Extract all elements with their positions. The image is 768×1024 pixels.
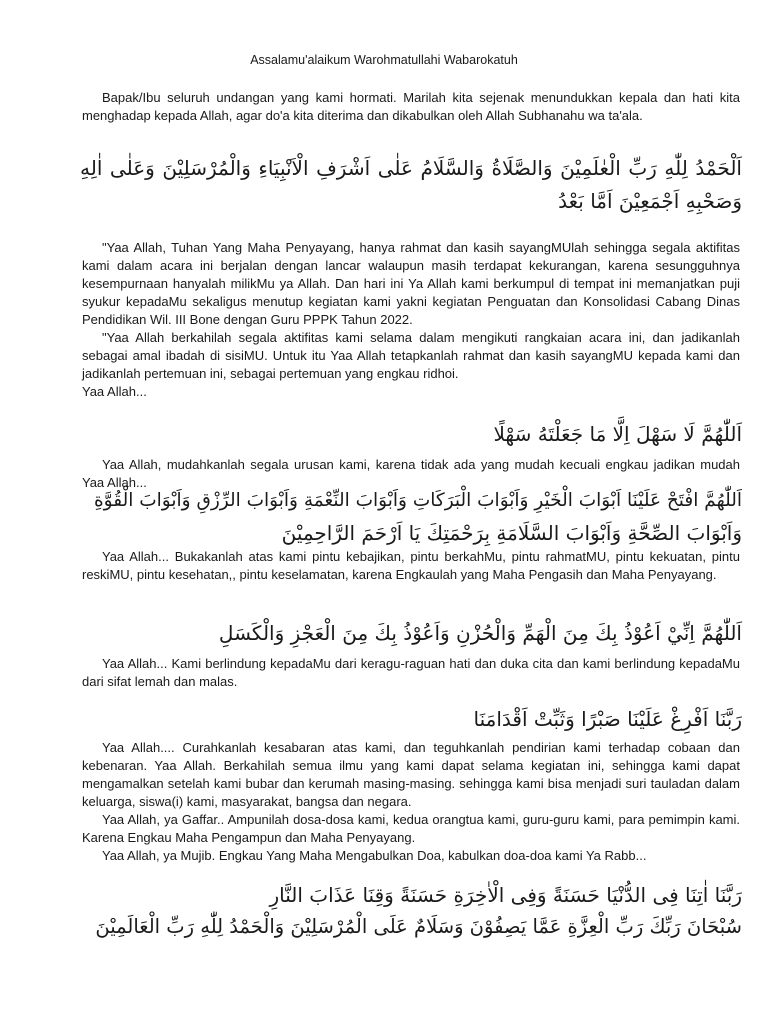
- arabic-dunya: رَبَّنَا اٰتِنَا فِى الدُّنْيَا حَسَنَةً وَفِى الْاٰخِرَةِ حَسَنَةً وَقِنَا عَذَابَ النَّارِ: [269, 883, 742, 907]
- opening-paragraph: Bapak/Ibu seluruh undangan yang kami hormati. Marilah kita sejenak menundukkan kepala dan hati kita menghadap kepada Allah, agar do'a kita diterima dan dikabulkan oleh Allah Subhanahu wa ta'ala.: [82, 90, 740, 123]
- arabic-subhana: سُبْحَانَ رَبِّكَ رَبِّ الْعِزَّةِ عَمَّا يَصِفُوْنَ وَسَلَامٌ عَلَى الْمُرْسَلِيْنَ وَالْحَمْدُ لِلّٰهِ رَبِّ الْعَالَمِيْنَ: [95, 915, 742, 938]
- arabic-sahl: اَللّٰهُمَّ لَا سَهْلَ اِلَّا مَا جَعَلْتَهُ سَهْلًا: [493, 422, 742, 446]
- prayer-paragraphs-block-1: [82, 239, 740, 401]
- arabic-sabran: رَبَّنَا اَفْرِغْ عَلَيْنَا صَبْرًا وَثَبِّتْ اَقْدَامَنَا: [473, 707, 742, 731]
- paragraph-doa: Yaa Allah, ya Mujib. Engkau Yang Maha Mengabulkan Doa, kabulkan doa-doa kami Ya Rabb...: [102, 848, 647, 863]
- paragraph-pintu-block: [82, 548, 740, 584]
- paragraph-mudah: Yaa Allah, mudahkanlah segala urusan kami, karena tidak ada yang mudah kecuali engkau jadikan mudah Yaa Allah...: [82, 457, 740, 490]
- prayer-paragraphs-block-2: [82, 739, 740, 865]
- arabic-abwab: [80, 484, 742, 550]
- paragraph-kesabaran: Yaa Allah.... Curahkanlah kesabaran atas kami, dan teguhkanlah pendirian kami terhadap cobaan dan kebenaran. Yaa Allah. Berkahilah semua ilmu yang kami dapat selama kegiatan ini, sehingga kami dapat mengamalkan setelah kami bubar dan kerumah masing-masing. sehingga kami bisa menjadi suri tauladan dalam keluarga, siswa(i) kami, masyarakat, bangsa dan negara.: [82, 740, 740, 809]
- greeting-title: Assalamu'alaikum Warohmatullahi Wabarokatuh: [250, 53, 518, 67]
- opening-paragraph-block: [82, 89, 740, 125]
- arabic-abwab-line-1: اَللّٰهُمَّ افْتَحْ عَلَيْنَا اَبْوَابَ الْخَيْرِ وَاَبْوَابَ الْبَرَكَاتِ وَاَبْوَابَ النِّعْمَةِ وَاَبْوَابَ الرِّزْقِ وَاَبْوَابَ الْقُوَّةِ: [93, 490, 742, 511]
- arabic-hamdalah: اَلْحَمْدُ لِلّٰهِ رَبِّ الْعٰلَمِيْنَ وَالصَّلَاةُ وَالسَّلَامُ عَلٰى اَشْرَفِ الْاَنْبِيَاءِ وَالْمُرْسَلِيْنَ وَعَلٰى اٰلِهِ وَصَحْبِهِ اَجْمَعِيْنَ اَمَّا بَعْدُ: [80, 156, 742, 213]
- arabic-abwab-line-2: وَاَبْوَابَ الصِّحَّةِ وَاَبْوَابَ السَّلَامَةِ بِرَحْمَتِكَ يَا اَرْحَمَ الرَّاحِمِيْنَ: [281, 521, 742, 545]
- paragraph-berlindung-block: [82, 655, 740, 691]
- paragraph-pintu: Yaa Allah... Bukakanlah atas kami pintu kebajikan, pintu berkahMu, pintu rahmatMU, pintu kekuatan, pintu reskiMU, pintu kesehatan,, pintu keselamatan, karena Engkaulah yang Maha Pengasih dan Maha Penyayang.: [82, 549, 740, 582]
- paragraph-rahmat: "Yaa Allah, Tuhan Yang Maha Penyayang, hanya rahmat dan kasih sayangMUlah sehingga segala aktifitas kami dalam acara ini berjalan dengan lancar walaupun masih terdapat kekurangan, karena sesungguhnya kesempurnaan hanyalah milikMu ya Allah. Dan hari ini Ya Allah kami berkumpul di tempat ini memanjatkan puji syukur kepadaMu sekaligus menutup kegiatan kami yakni kegiatan Penguatan dan Konsolidasi Cabang Dinas Pendidikan Wil. III Bone dengan Guru PPPK Tahun 2022.: [82, 240, 740, 327]
- paragraph-berkah: "Yaa Allah berkahilah segala aktifitas kami selama dalam mengikuti rangkaian acara ini, dan jadikanlah sebagai amal ibadah di sisiMU. Untuk itu Yaa Allah tetapkanlah rahmat dan kasih sayangMU kepada kami dan jadikanlah pertemuan ini, sebagai pertemuan yang engkau ridhoi.: [82, 330, 740, 381]
- paragraph-berlindung: Yaa Allah... Kami berlindung kepadaMu dari keragu-raguan hati dan duka cita dan kami berlindung kepadaMu dari sifat lemah dan malas.: [82, 656, 740, 689]
- yaa-allah-line: Yaa Allah...: [82, 384, 147, 399]
- arabic-audzubika: اَللّٰهُمَّ اِنِّيْ اَعُوْذُ بِكَ مِنَ الْهَمِّ وَالْحُزْنِ وَاَعُوْذُ بِكَ مِنَ الْعَجْزِ وَالْكَسَلِ: [218, 621, 742, 645]
- paragraph-ampunan: Yaa Allah, ya Gaffar.. Ampunilah dosa-dosa kami, kedua orangtua kami, guru-guru kami, para pemimpin kami. Karena Engkau Maha Pengampun dan Maha Penyayang.: [82, 812, 740, 845]
